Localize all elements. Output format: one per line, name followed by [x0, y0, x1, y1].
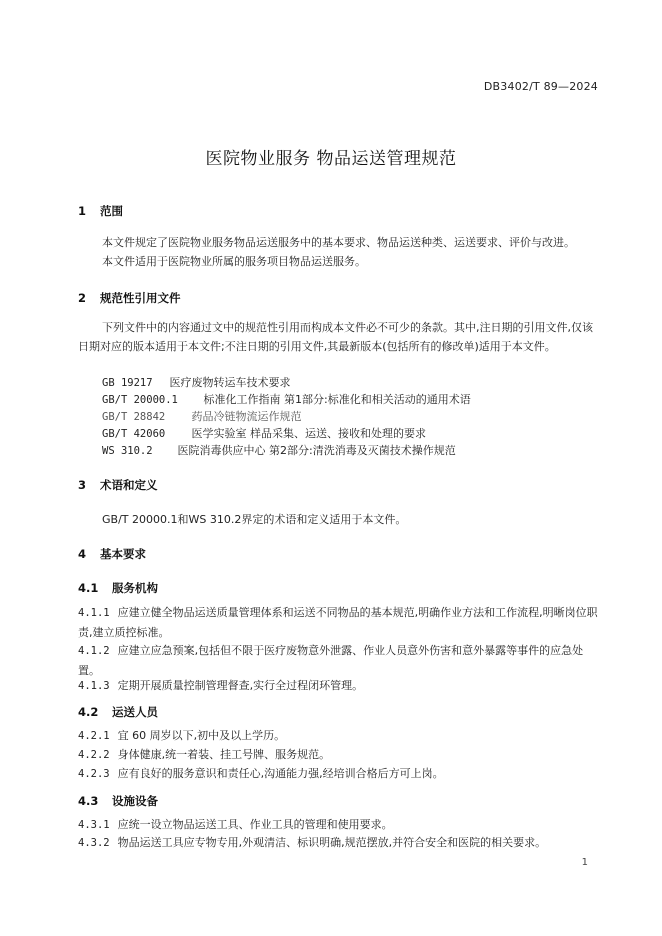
reference-item	[102, 391, 471, 407]
paragraph: GB/T 20000.1和WS 310.2界定的术语和定义适用于本文件。	[102, 513, 407, 526]
reference-title: 医疗废物转运车技术要求	[169, 376, 291, 389]
clause	[78, 603, 598, 642]
reference-code: GB/T 20000.1	[102, 394, 178, 406]
clause-text: 定期开展质量控制管理督查,实行全过程闭环管理。	[117, 679, 364, 692]
subsection-number: 4.2	[78, 705, 99, 719]
clause	[78, 745, 598, 765]
clause-number: 4.2.1	[78, 730, 110, 742]
document-code: DB3402/T 89—2024	[483, 80, 598, 93]
clause	[78, 833, 598, 853]
subsection-number: 4.3	[78, 794, 99, 808]
reference-title: 药品冷链物流运作规范	[191, 410, 302, 423]
section-title: 基本要求	[100, 547, 147, 561]
clause-text: 应建立健全物品运送质量管理体系和运送不同物品的基本规范,明确作业方法和工作流程,明晰岗位职责,建立质控标准。	[78, 606, 598, 639]
reference-item	[102, 442, 456, 458]
section-heading-normative-references	[78, 290, 181, 306]
clause-number: 4.3.2	[78, 837, 110, 849]
subsection-title: 设施设备	[112, 794, 159, 808]
clause	[78, 726, 598, 746]
section-number: 4	[78, 547, 87, 561]
section-number: 2	[78, 291, 87, 305]
clause	[78, 764, 598, 784]
clause-text: 应统一设立物品运送工具、作业工具的管理和使用要求。	[117, 818, 393, 831]
paragraph: 本文件适用于医院物业所属的服务项目物品运送服务。	[102, 255, 366, 268]
clause-text: 应建立应急预案,包括但不限于医疗废物意外泄露、作业人员意外伤害和意外暴露等事件的应急处置。	[78, 644, 584, 677]
clause-number: 4.1.1	[78, 607, 110, 619]
clause-text: 应有良好的服务意识和责任心,沟通能力强,经培训合格后方可上岗。	[117, 767, 444, 780]
page-number: 1	[581, 857, 588, 868]
section-number: 1	[78, 204, 87, 218]
clause-text: 物品运送工具应专物专用,外观清洁、标识明确,规范摆放,并符合安全和医院的相关要求。	[117, 836, 547, 849]
section-heading-basic-requirements	[78, 546, 146, 562]
reference-title: 标准化工作指南 第1部分:标准化和相关活动的通用术语	[203, 393, 471, 406]
section-title: 规范性引用文件	[100, 291, 181, 305]
subsection-heading	[78, 580, 158, 596]
subsection-number: 4.1	[78, 581, 99, 595]
section-heading-scope	[78, 203, 123, 219]
clause	[78, 676, 598, 696]
subsection-title: 服务机构	[112, 581, 159, 595]
clause-number: 4.2.2	[78, 749, 110, 761]
reference-item	[102, 425, 426, 441]
clause-text: 身体健康,统一着装、挂工号牌、服务规范。	[117, 748, 331, 761]
clause	[78, 641, 598, 680]
reference-code: GB/T 42060	[102, 428, 166, 440]
paragraph: 下列文件中的内容通过文中的规范性引用而构成本文件必不可少的条款。其中,注日期的引用文件,仅该日期对应的版本适用于本文件;不注日期的引用文件,其最新版本(包括所有的修改单)适用于本文件。	[78, 321, 593, 353]
clause-number: 4.1.2	[78, 645, 110, 657]
subsection-heading	[78, 704, 158, 720]
section-number: 3	[78, 478, 87, 492]
reference-code: GB 19217	[102, 377, 153, 389]
clause-number: 4.1.3	[78, 680, 110, 692]
reference-item	[102, 374, 291, 390]
reference-code: GB/T 28842	[102, 411, 166, 423]
subsection-title: 运送人员	[112, 705, 159, 719]
reference-title: 医学实验室 样品采集、运送、接收和处理的要求	[191, 427, 426, 440]
document-title: 医院物业服务 物品运送管理规范	[205, 149, 457, 169]
clause-number: 4.3.1	[78, 819, 110, 831]
section-heading-terms	[78, 477, 158, 493]
clause-number: 4.2.3	[78, 768, 110, 780]
reference-title: 医院消毒供应中心 第2部分:清洗消毒及灭菌技术操作规范	[177, 444, 456, 457]
section-title: 范围	[100, 204, 124, 218]
reference-item	[102, 408, 302, 424]
subsection-heading	[78, 793, 158, 809]
section-title: 术语和定义	[100, 478, 158, 492]
clause-text: 宜 60 周岁以下,初中及以上学历。	[117, 729, 286, 742]
clause	[78, 815, 598, 835]
paragraph: 本文件规定了医院物业服务物品运送服务中的基本要求、物品运送种类、运送要求、评价与改进。	[102, 236, 575, 249]
reference-code: WS 310.2	[102, 445, 153, 457]
